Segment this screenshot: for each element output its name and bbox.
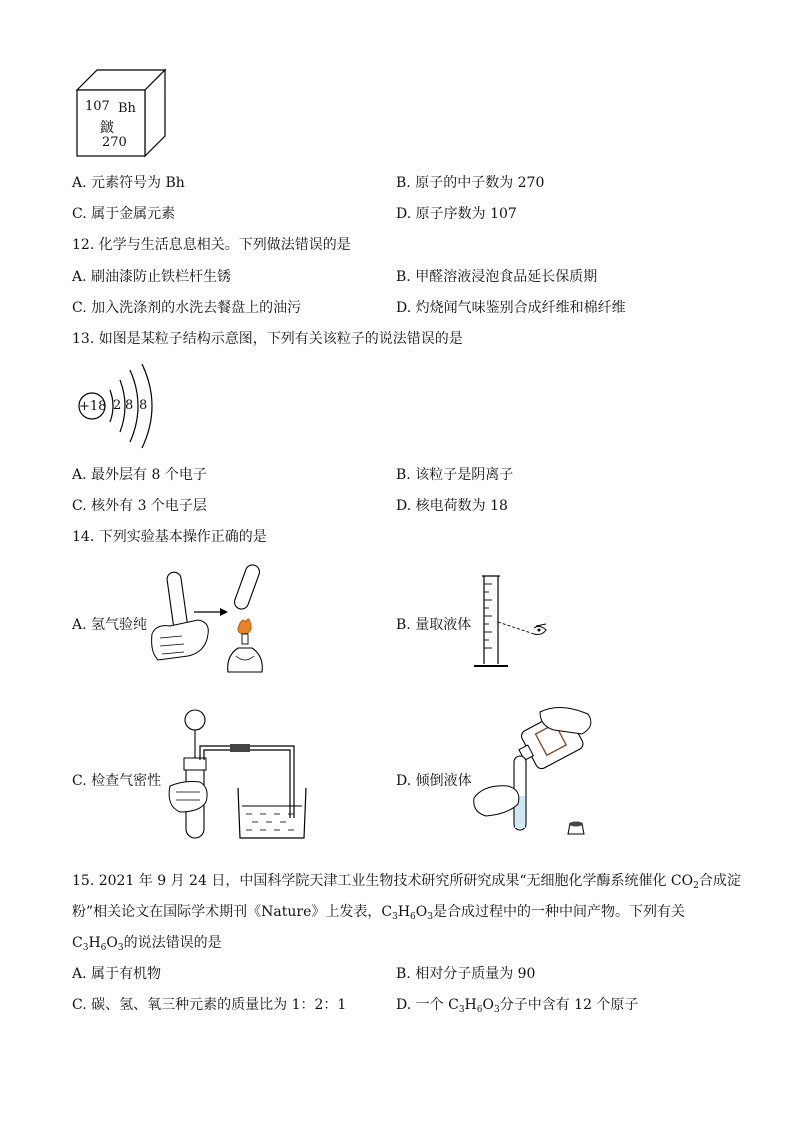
- pouring-liquid-illustration: [470, 700, 600, 840]
- shell-2-count: 8: [125, 398, 134, 413]
- q15-option-a[interactable]: A. 属于有机物: [72, 966, 162, 982]
- q15-option-c[interactable]: C. 碳、氢、氧三种元素的质量比为 1：2：1: [72, 997, 347, 1013]
- q15-stem-line-1: 15. 2021 年 9 月 24 日，中国科学院天津工业生物技术研究所研究成果“无细胞化学酶系统催化 $CO_2$合成淀: [72, 873, 741, 891]
- q11-option-d[interactable]: D. 原子序数为 107: [396, 206, 517, 222]
- q15-stem-line-2: 粉”相关论文在国际学术期刊《Nature》上发表，$C_3H_6O_3$是合成过程中的一种中间产物。下列有关: [72, 904, 685, 922]
- element-symbol: Bh: [118, 101, 136, 116]
- shell-1-count: 2: [113, 398, 122, 413]
- q14-option-c[interactable]: C. 检查气密性: [72, 773, 162, 789]
- element-mass: 270: [102, 135, 127, 150]
- q13-option-d[interactable]: D. 核电荷数为 18: [396, 498, 508, 514]
- q15-option-b[interactable]: B. 相对分子质量为 90: [396, 966, 536, 982]
- q11-option-b[interactable]: B. 原子的中子数为 270: [396, 175, 545, 191]
- q13-stem: 13. 如图是某粒子结构示意图，下列有关该粒子的说法错误的是: [72, 331, 463, 347]
- q13-option-c[interactable]: C. 核外有 3 个电子层: [72, 498, 207, 514]
- element-name: 𨨏: [100, 120, 114, 136]
- q14-option-d[interactable]: D. 倾倒液体: [396, 773, 472, 789]
- q11-option-c[interactable]: C. 属于金属元素: [72, 206, 176, 222]
- q12-stem: 12. 化学与生活息息相关。下列做法错误的是: [72, 237, 351, 253]
- q15-option-d[interactable]: D. 一个 $C_3H_6O_3$分子中含有 12 个原子: [396, 997, 639, 1015]
- q14-option-b[interactable]: B. 量取液体: [396, 617, 472, 633]
- q13-option-a[interactable]: A. 最外层有 8 个电子: [72, 467, 207, 483]
- airtightness-illustration: [160, 708, 310, 844]
- q12-option-a[interactable]: A. 刷油漆防止铁栏杆生锈: [72, 269, 232, 285]
- q12-option-d[interactable]: D. 灼烧闻气味鉴别合成纤维和棉纤维: [396, 300, 626, 316]
- q12-option-b[interactable]: B. 甲醛溶液浸泡食品延长保质期: [396, 269, 598, 285]
- hydrogen-test-illustration: [148, 560, 278, 680]
- q11-option-a[interactable]: A. 元素符号为 Bh: [72, 175, 185, 191]
- graduated-cylinder-illustration: [470, 574, 560, 674]
- q13-option-b[interactable]: B. 该粒子是阴离子: [396, 467, 514, 483]
- q14-stem: 14. 下列实验基本操作正确的是: [72, 529, 267, 545]
- nucleus-charge: +18: [79, 399, 107, 414]
- q14-option-a[interactable]: A. 氢气验纯: [72, 617, 148, 633]
- q12-option-c[interactable]: C. 加入洗涤剂的水洗去餐盘上的油污: [72, 300, 302, 316]
- element-number: 107: [85, 99, 110, 114]
- shell-3-count: 8: [139, 398, 148, 413]
- q15-stem-line-3: $C_3H_6O_3$的说法错误的是: [72, 935, 222, 953]
